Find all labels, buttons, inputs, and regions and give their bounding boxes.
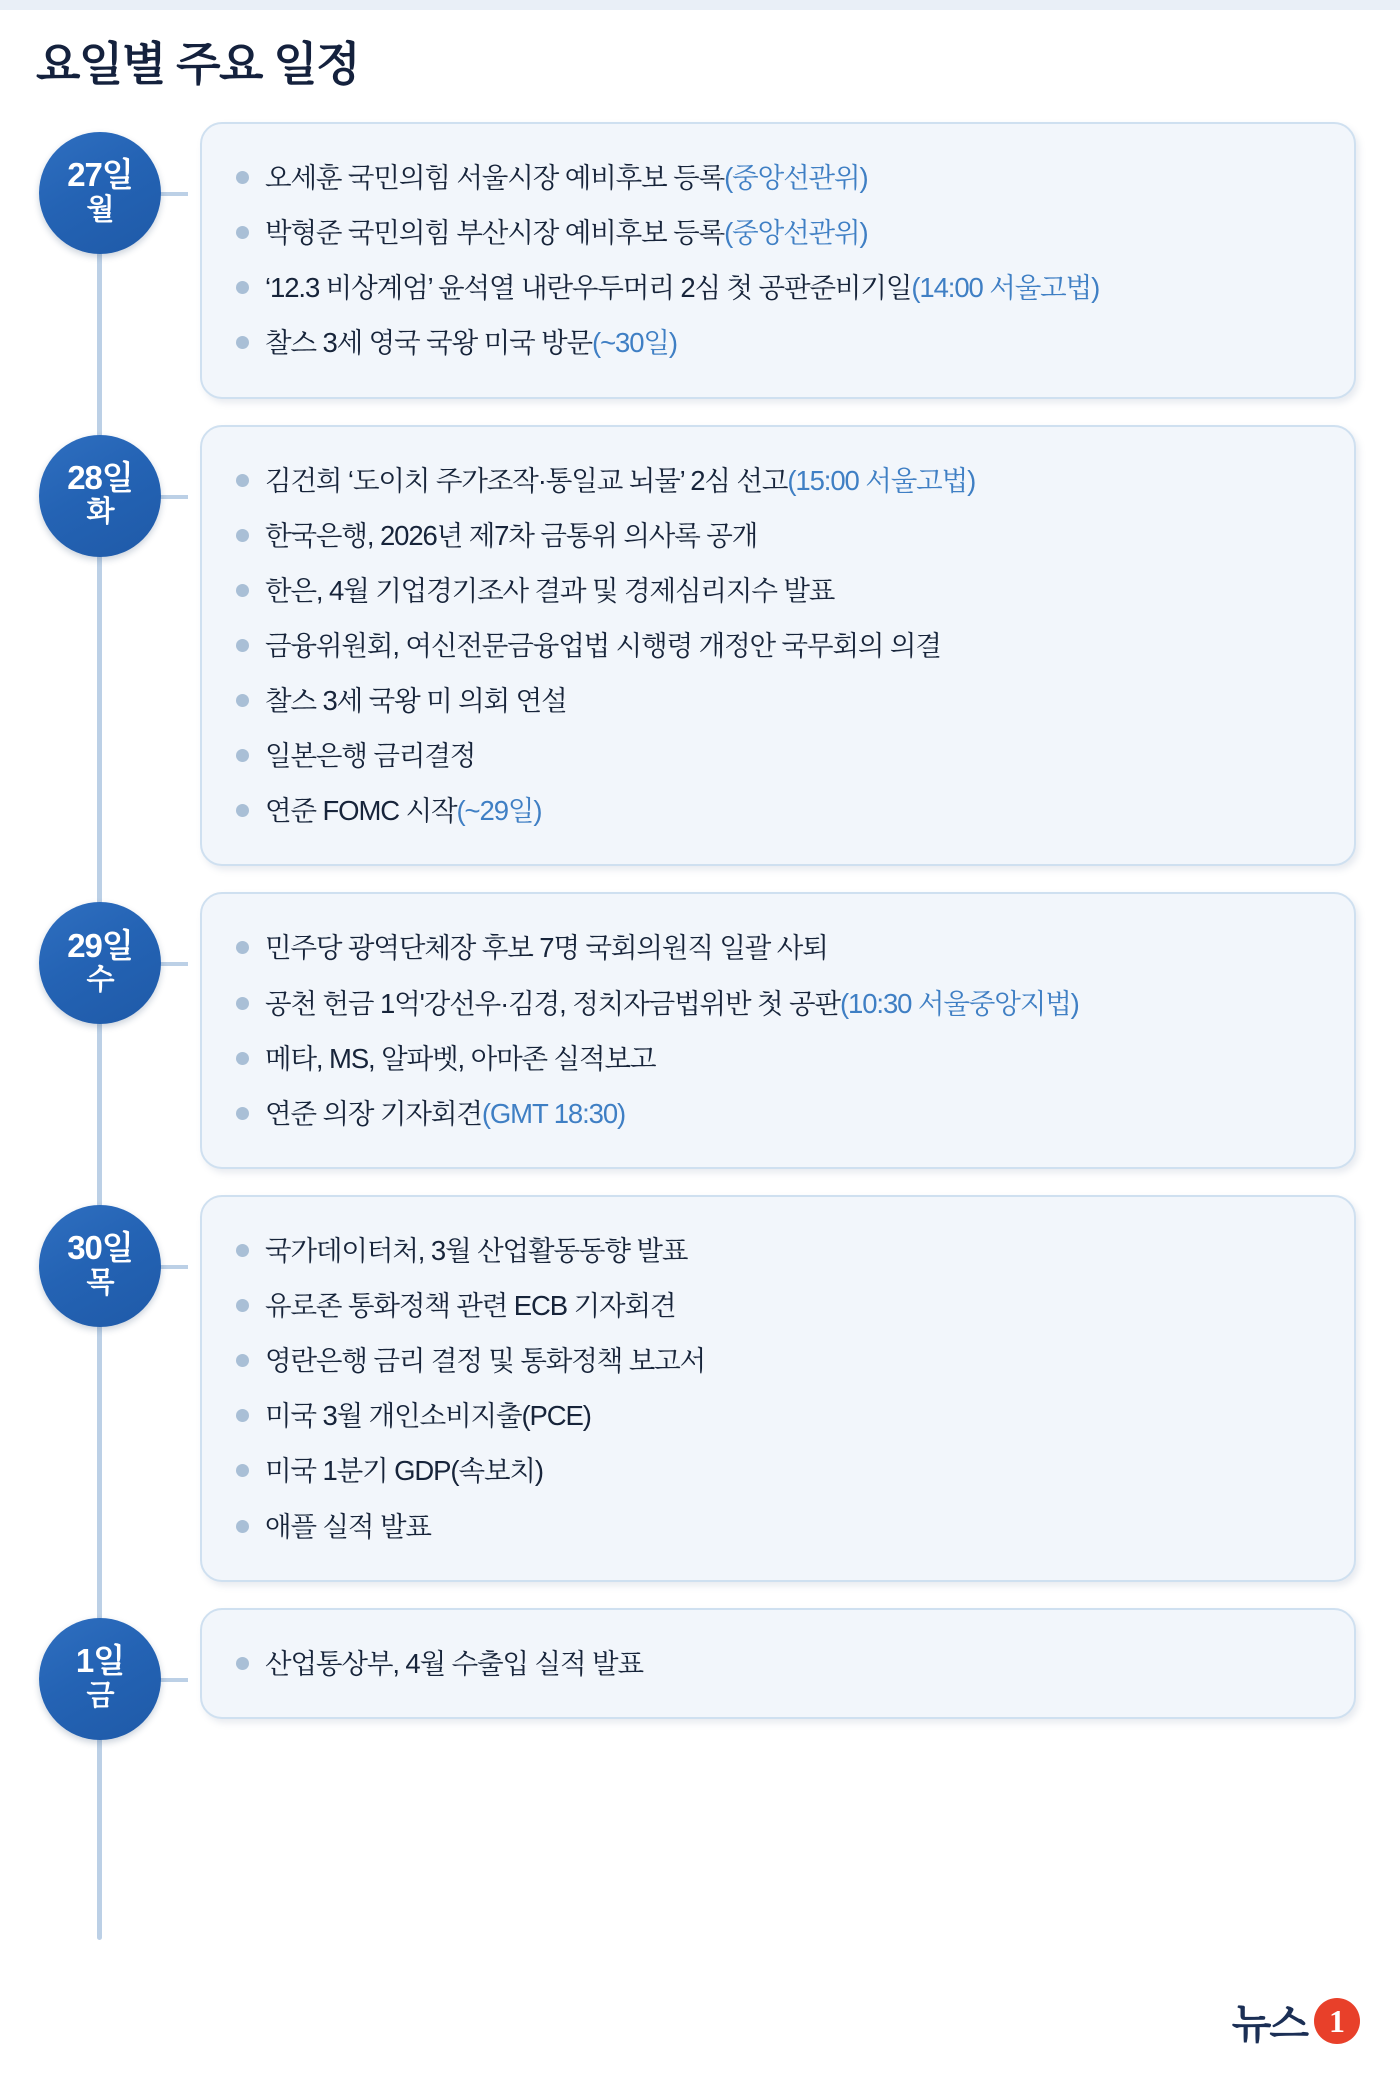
list-item-main: 미국 1분기 GDP(속보치) bbox=[265, 1455, 543, 1487]
date-badge-dow: 금 bbox=[86, 1679, 114, 1712]
bullet-icon bbox=[236, 997, 249, 1010]
bullet-icon bbox=[236, 1299, 249, 1312]
list-item-main: 박형준 국민의힘 부산시장 예비후보 등록 bbox=[265, 217, 725, 249]
list-item bbox=[236, 976, 1324, 1031]
list-item bbox=[236, 1278, 1324, 1333]
list-item bbox=[236, 920, 1324, 975]
list-item-detail: (10:30 서울중앙지법) bbox=[839, 987, 1079, 1019]
list-item bbox=[236, 205, 1324, 260]
list-item-text bbox=[265, 737, 475, 774]
schedule-card bbox=[200, 122, 1356, 399]
bullet-icon bbox=[236, 1657, 249, 1670]
list-item-main: 산업통상부, 4월 수출입 실적 발표 bbox=[265, 1647, 643, 1679]
date-badge-dow: 수 bbox=[86, 964, 114, 997]
date-badge[interactable] bbox=[39, 435, 161, 557]
list-item-detail: (15:00 서울고법) bbox=[787, 464, 976, 496]
date-badge-dow: 목 bbox=[86, 1266, 114, 1299]
list-item bbox=[236, 1636, 1324, 1691]
bullet-icon bbox=[236, 1244, 249, 1257]
date-badge-day: 30일 bbox=[67, 1229, 133, 1267]
list-item bbox=[236, 315, 1324, 370]
bullet-icon bbox=[236, 941, 249, 954]
bullet-icon bbox=[236, 584, 249, 597]
list-item-text bbox=[265, 214, 868, 251]
list-item-detail: (중앙선관위) bbox=[724, 162, 868, 193]
list-item bbox=[236, 673, 1324, 728]
list-item-main: 한국은행, 2026년 제7차 금통위 의사록 공개 bbox=[265, 519, 758, 551]
schedule-card bbox=[200, 892, 1356, 1169]
brand-logo bbox=[1232, 1991, 1360, 2050]
list-item-main: 한은, 4월 기업경기조사 결과 및 경제심리지수 발표 bbox=[265, 574, 835, 606]
list-item-main: 금융위원회, 여신전문금융업법 시행령 개정안 국무회의 의결 bbox=[265, 629, 941, 661]
date-badge-dow: 월 bbox=[86, 193, 114, 226]
date-badge-day: 1일 bbox=[75, 1641, 125, 1679]
list-item-text bbox=[265, 929, 828, 966]
schedule-row bbox=[0, 892, 1400, 1169]
list-item bbox=[236, 783, 1324, 838]
list-item-detail: (14:00 서울고법) bbox=[911, 272, 1100, 304]
list-item-main: 미국 3월 개인소비지출(PCE) bbox=[265, 1400, 591, 1432]
list-item-text bbox=[265, 1508, 431, 1545]
list-item-main: 찰스 3세 국왕 미 의회 연설 bbox=[265, 685, 567, 716]
list-item-text bbox=[265, 1452, 543, 1489]
list-item-detail: (GMT 18:30) bbox=[481, 1097, 626, 1129]
list-item-text bbox=[265, 1287, 675, 1324]
schedule-card bbox=[200, 1608, 1356, 1719]
list-item bbox=[236, 618, 1324, 673]
date-badge-day: 27일 bbox=[67, 156, 133, 194]
list-item-detail: (중앙선관위) bbox=[724, 217, 868, 249]
date-badge-day: 29일 bbox=[67, 926, 133, 964]
schedule-row bbox=[0, 1608, 1400, 1740]
list-item-main: 공천 헌금 1억'강선우·김경, 정치자금법위반 첫 공판 bbox=[265, 987, 840, 1019]
bullet-icon bbox=[236, 336, 249, 349]
list-item-main: 일본은행 금리결정 bbox=[265, 740, 476, 772]
list-item-text bbox=[265, 269, 1099, 306]
list-item-text bbox=[265, 517, 757, 554]
list-item-text bbox=[265, 792, 541, 829]
date-badge-wrap bbox=[0, 1195, 200, 1327]
list-item-main: 메타, MS, 알파벳, 아마존 실적보고 bbox=[265, 1042, 656, 1074]
list-item-text bbox=[265, 1342, 705, 1379]
date-badge-wrap bbox=[0, 425, 200, 557]
list-item bbox=[236, 508, 1324, 563]
schedule-row bbox=[0, 122, 1400, 399]
bullet-icon bbox=[236, 1520, 249, 1533]
list-item bbox=[236, 1223, 1324, 1278]
bullet-icon bbox=[236, 1052, 249, 1065]
date-badge[interactable] bbox=[39, 1205, 161, 1327]
date-badge-dow: 화 bbox=[86, 496, 114, 529]
list-item bbox=[236, 728, 1324, 783]
bullet-icon bbox=[236, 171, 249, 184]
list-item bbox=[236, 453, 1324, 508]
list-item-text bbox=[265, 159, 868, 196]
list-item-main: 애플 실적 발표 bbox=[265, 1510, 431, 1542]
list-item-main: 영란은행 금리 결정 및 통화정책 보고서 bbox=[265, 1345, 706, 1377]
list-item-text bbox=[265, 985, 1079, 1022]
list-item-main: 김건희 ‘도이치 주가조작·통일교 뇌물’ 2심 선고 bbox=[265, 464, 788, 496]
list-item-text bbox=[265, 1645, 643, 1682]
list-item-text bbox=[265, 627, 941, 664]
bullet-icon bbox=[236, 226, 249, 239]
list-item-text bbox=[265, 1232, 687, 1269]
bullet-icon bbox=[236, 749, 249, 762]
list-item-main: 연준 의장 기자회견 bbox=[265, 1097, 482, 1129]
bullet-icon bbox=[236, 694, 249, 707]
list-item-text bbox=[265, 572, 834, 609]
schedule-rows bbox=[0, 122, 1400, 1766]
schedule-row bbox=[0, 1195, 1400, 1582]
list-item-detail: (~30일) bbox=[592, 327, 677, 359]
list-item-main: 오세훈 국민의힘 서울시장 예비후보 등록 bbox=[265, 162, 725, 193]
date-badge[interactable] bbox=[39, 1618, 161, 1740]
list-item bbox=[236, 1086, 1324, 1141]
bullet-icon bbox=[236, 639, 249, 652]
list-item bbox=[236, 1499, 1324, 1554]
list-item bbox=[236, 1333, 1324, 1388]
date-badge[interactable] bbox=[39, 132, 161, 254]
bullet-icon bbox=[236, 474, 249, 487]
list-item-text bbox=[265, 1040, 655, 1077]
top-accent-bar bbox=[0, 0, 1400, 10]
list-item-text bbox=[265, 324, 677, 361]
list-item bbox=[236, 563, 1324, 618]
date-badge[interactable] bbox=[39, 902, 161, 1024]
bullet-icon bbox=[236, 1354, 249, 1367]
bullet-icon bbox=[236, 529, 249, 542]
page-title: 요일별 주요 일정 bbox=[36, 38, 360, 90]
date-badge-wrap bbox=[0, 122, 200, 254]
date-badge-wrap bbox=[0, 892, 200, 1024]
list-item bbox=[236, 1031, 1324, 1086]
logo-mark-icon: 1 bbox=[1314, 1998, 1360, 2044]
date-badge-day: 28일 bbox=[67, 458, 133, 496]
list-item bbox=[236, 1443, 1324, 1498]
bullet-icon bbox=[236, 1107, 249, 1120]
list-item-text bbox=[265, 1095, 625, 1132]
list-item-text bbox=[265, 1397, 591, 1434]
date-badge-wrap bbox=[0, 1608, 200, 1740]
logo-text: 뉴스 bbox=[1231, 2001, 1307, 2047]
schedule-card bbox=[200, 1195, 1356, 1582]
bullet-icon bbox=[236, 281, 249, 294]
list-item-main: 유로존 통화정책 관련 ECB 기자회견 bbox=[265, 1290, 676, 1321]
list-item bbox=[236, 260, 1324, 315]
list-item-text bbox=[265, 682, 567, 719]
list-item bbox=[236, 150, 1324, 205]
list-item-main: 연준 FOMC 시작 bbox=[265, 795, 457, 827]
schedule-card bbox=[200, 425, 1356, 867]
list-item-main: 찰스 3세 영국 국왕 미국 방문 bbox=[265, 327, 593, 359]
list-item-text bbox=[265, 462, 975, 499]
list-item-main: 국가데이터처, 3월 산업활동동향 발표 bbox=[265, 1234, 688, 1266]
bullet-icon bbox=[236, 1464, 249, 1477]
list-item bbox=[236, 1388, 1324, 1443]
bullet-icon bbox=[236, 1409, 249, 1422]
list-item-main: 민주당 광역단체장 후보 7명 국회의원직 일괄 사퇴 bbox=[265, 932, 828, 964]
list-item-main: ‘12.3 비상계엄’ 윤석열 내란우두머리 2심 첫 공판준비기일 bbox=[265, 272, 912, 304]
schedule-row bbox=[0, 425, 1400, 867]
bullet-icon bbox=[236, 804, 249, 817]
list-item-detail: (~29일) bbox=[456, 795, 542, 827]
